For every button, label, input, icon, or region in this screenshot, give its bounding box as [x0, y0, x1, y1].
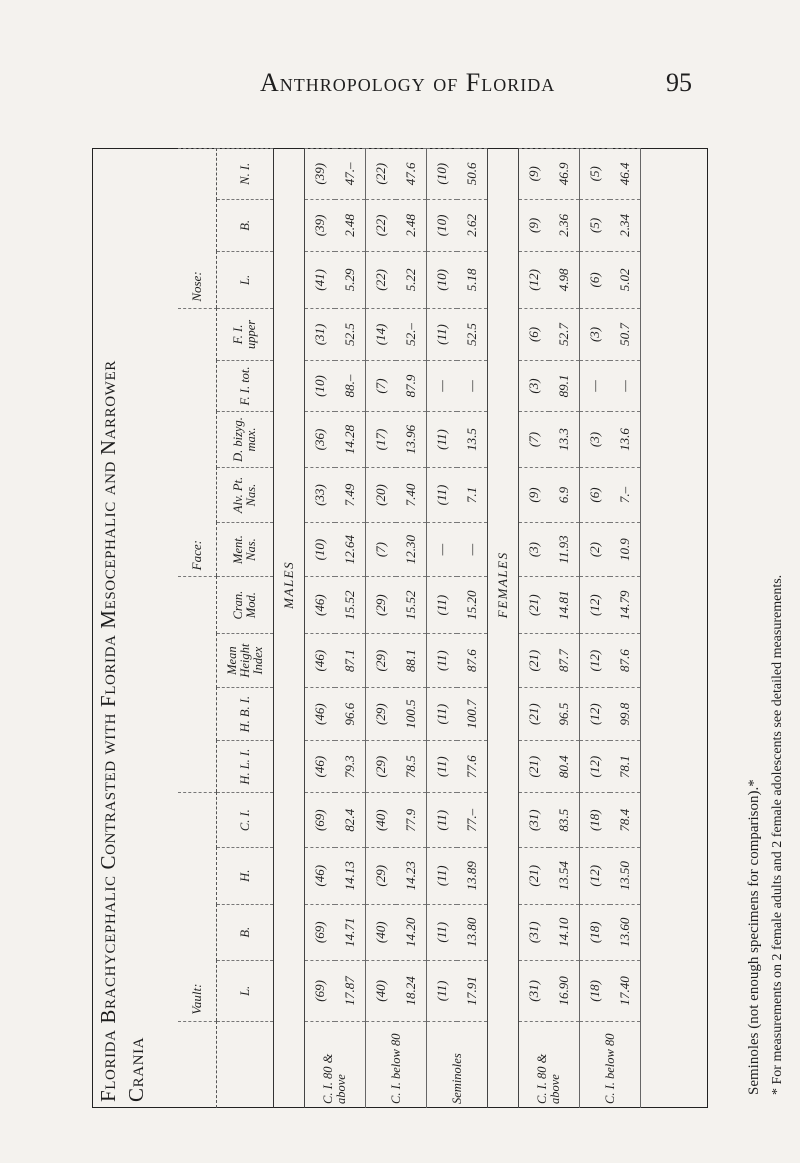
count-cell: (7) [366, 522, 397, 577]
value-cell: 13.96 [396, 411, 427, 468]
count-cell: (9) [519, 468, 550, 523]
value-cell: 52.– [396, 308, 427, 361]
count-cell: (3) [580, 308, 611, 361]
count-cell: (11) [427, 688, 458, 741]
table-row-counts [519, 149, 550, 1109]
value-cell: 14.81 [549, 577, 580, 634]
value-cell: 13.89 [457, 847, 488, 904]
count-cell: (46) [305, 740, 336, 793]
value-cell: 18.24 [396, 961, 427, 1022]
count-cell: (6) [580, 468, 611, 523]
count-cell: (29) [366, 688, 397, 741]
value-cell: 14.20 [396, 904, 427, 961]
count-cell: (11) [427, 961, 458, 1022]
column-header: F. I. upper [217, 308, 274, 361]
value-cell: 46.9 [549, 149, 580, 200]
value-cell: 15.52 [396, 577, 427, 634]
value-cell: 14.71 [335, 904, 366, 961]
count-cell: (9) [519, 149, 550, 200]
count-cell: (46) [305, 577, 336, 634]
value-cell: — [610, 361, 641, 411]
count-cell: (6) [519, 308, 550, 361]
count-cell: (7) [519, 411, 550, 468]
value-cell: 87.6 [610, 633, 641, 688]
value-cell: 82.4 [335, 793, 366, 848]
corner-cell [217, 1021, 274, 1108]
count-cell: (21) [519, 740, 550, 793]
column-header: H. B. I. [217, 688, 274, 741]
count-cell: (22) [366, 199, 397, 252]
count-cell: (22) [366, 252, 397, 309]
count-cell: (11) [427, 793, 458, 848]
column-header: D. bizyg. max. [217, 411, 274, 468]
value-cell: 6.9 [549, 468, 580, 523]
value-cell: 78.5 [396, 740, 427, 793]
count-cell: (31) [519, 904, 550, 961]
column-header: B. [217, 199, 274, 252]
value-cell: 2.48 [335, 199, 366, 252]
count-cell: (29) [366, 633, 397, 688]
column-header: L. [217, 252, 274, 309]
count-cell: (36) [305, 411, 336, 468]
value-cell: 5.29 [335, 252, 366, 309]
column-header: N. I. [217, 149, 274, 200]
count-cell: (12) [580, 688, 611, 741]
value-cell: 96.6 [335, 688, 366, 741]
value-cell: — [457, 361, 488, 411]
value-cell: 13.50 [610, 847, 641, 904]
count-cell: (46) [305, 688, 336, 741]
corner-cell [178, 1021, 217, 1108]
value-cell: 13.80 [457, 904, 488, 961]
table-row-values [610, 149, 641, 1109]
group-label: Vault: [178, 793, 217, 1021]
count-cell: (40) [366, 961, 397, 1022]
count-cell: (31) [519, 793, 550, 848]
count-cell: (29) [366, 847, 397, 904]
column-header: H. [217, 847, 274, 904]
count-cell: (18) [580, 961, 611, 1022]
value-cell: 5.22 [396, 252, 427, 309]
group-label: Face: [178, 308, 217, 577]
value-cell: 52.7 [549, 308, 580, 361]
count-cell: (18) [580, 904, 611, 961]
value-cell: 80.4 [549, 740, 580, 793]
count-cell: (11) [427, 577, 458, 634]
page-number: 95 [666, 68, 692, 97]
value-cell: 13.6 [610, 411, 641, 468]
column-header: Ment. Nas. [217, 522, 274, 577]
value-cell: 12.64 [335, 522, 366, 577]
value-cell: 99.8 [610, 688, 641, 741]
count-cell: (17) [366, 411, 397, 468]
count-cell: (2) [580, 522, 611, 577]
running-head: Anthropology of Florida [260, 68, 556, 97]
count-cell: (10) [427, 199, 458, 252]
count-cell: (21) [519, 633, 550, 688]
value-cell: 11.93 [549, 522, 580, 577]
count-cell: (11) [427, 904, 458, 961]
count-cell: (69) [305, 961, 336, 1022]
value-cell: 12.30 [396, 522, 427, 577]
count-cell: (10) [305, 522, 336, 577]
count-cell: (11) [427, 633, 458, 688]
count-cell: (29) [366, 577, 397, 634]
row-label: C. I. 80 & above [519, 1021, 580, 1108]
value-cell: 77.– [457, 793, 488, 848]
count-cell: (11) [427, 411, 458, 468]
table-row-counts [580, 149, 611, 1109]
count-cell: (5) [580, 149, 611, 200]
count-cell: (12) [519, 252, 550, 309]
value-cell: 14.28 [335, 411, 366, 468]
count-cell: (14) [366, 308, 397, 361]
count-cell: (46) [305, 633, 336, 688]
row-label: Seminoles [427, 1021, 488, 1108]
section-row [488, 149, 519, 1109]
value-cell: 17.40 [610, 961, 641, 1022]
section-spacer [488, 1021, 519, 1108]
value-cell: 50.7 [610, 308, 641, 361]
count-cell: (39) [305, 199, 336, 252]
value-cell: — [457, 522, 488, 577]
count-cell: (12) [580, 847, 611, 904]
count-cell: (3) [519, 361, 550, 411]
value-cell: 14.13 [335, 847, 366, 904]
count-cell: (46) [305, 847, 336, 904]
value-cell: 87.1 [335, 633, 366, 688]
table-row-values [335, 149, 366, 1109]
count-cell: (41) [305, 252, 336, 309]
value-cell: 15.20 [457, 577, 488, 634]
column-header-row [217, 149, 274, 1109]
count-cell: (22) [366, 149, 397, 200]
value-cell: 16.90 [549, 961, 580, 1022]
footnote-line-1: Seminoles (not enough specimens for comparison).* [746, 779, 762, 1095]
value-cell: 17.91 [457, 961, 488, 1022]
value-cell: 7.40 [396, 468, 427, 523]
value-cell: 79.3 [335, 740, 366, 793]
value-cell: 4.98 [549, 252, 580, 309]
count-cell: (12) [580, 577, 611, 634]
section-label: FEMALES [488, 149, 519, 1022]
column-header: L. [217, 961, 274, 1022]
footnote-line-2: * For measurements on 2 female adults and 2 female adolescents see detailed measurements. [770, 574, 785, 1095]
row-label: C. I. below 80 [366, 1021, 427, 1108]
count-cell: (31) [519, 961, 550, 1022]
value-cell: 5.18 [457, 252, 488, 309]
count-cell: (12) [580, 740, 611, 793]
column-header: B. [217, 904, 274, 961]
column-header: Mean Height Index [217, 633, 274, 688]
count-cell: (10) [427, 149, 458, 200]
table-row-values [396, 149, 427, 1109]
count-cell: (33) [305, 468, 336, 523]
measurement-table [178, 148, 708, 1108]
count-cell: (9) [519, 199, 550, 252]
count-cell: (10) [305, 361, 336, 411]
count-cell: — [427, 522, 458, 577]
value-cell: 13.3 [549, 411, 580, 468]
count-cell: (31) [305, 308, 336, 361]
value-cell: 78.4 [610, 793, 641, 848]
value-cell: 47.– [335, 149, 366, 200]
column-header: C. I. [217, 793, 274, 848]
value-cell: 87.6 [457, 633, 488, 688]
count-cell: (11) [427, 468, 458, 523]
row-label: C. I. 80 & above [305, 1021, 366, 1108]
data-table [178, 148, 641, 1108]
row-label: C. I. below 80 [580, 1021, 641, 1108]
group-header-row [178, 149, 217, 1109]
value-cell: 10.9 [610, 522, 641, 577]
table-row-counts [305, 149, 336, 1109]
table-container [92, 148, 708, 1108]
value-cell: 77.6 [457, 740, 488, 793]
count-cell: (10) [427, 252, 458, 309]
value-cell: 2.48 [396, 199, 427, 252]
table-row-counts [427, 149, 458, 1109]
value-cell: 17.87 [335, 961, 366, 1022]
table-row-values [457, 149, 488, 1109]
section-row [274, 149, 305, 1109]
value-cell: 52.5 [457, 308, 488, 361]
value-cell: 87.7 [549, 633, 580, 688]
count-cell: (21) [519, 688, 550, 741]
group-label: Nose: [178, 149, 217, 309]
value-cell: 5.02 [610, 252, 641, 309]
table-title-line-2: Crania [124, 1036, 148, 1102]
column-header: Alv. Pt. Nas. [217, 468, 274, 523]
column-header: H. L. I. [217, 740, 274, 793]
table-title-line-1: Florida Brachycephalic Contrasted with Florida Mesocephalic and Narrower [96, 360, 120, 1102]
page-header [70, 68, 800, 108]
column-header: Cran. Mod. [217, 577, 274, 634]
value-cell: 100.5 [396, 688, 427, 741]
count-cell: (6) [580, 252, 611, 309]
value-cell: 14.23 [396, 847, 427, 904]
count-cell: (11) [427, 308, 458, 361]
count-cell: (11) [427, 847, 458, 904]
count-cell: (5) [580, 199, 611, 252]
count-cell: (21) [519, 847, 550, 904]
value-cell: 88.– [335, 361, 366, 411]
value-cell: 88.1 [396, 633, 427, 688]
count-cell: (39) [305, 149, 336, 200]
value-cell: 46.4 [610, 149, 641, 200]
rotated-table [92, 148, 708, 1108]
footnote-asterisk [770, 175, 795, 1095]
count-cell: — [427, 361, 458, 411]
value-cell: 14.10 [549, 904, 580, 961]
count-cell: (11) [427, 740, 458, 793]
count-cell: (18) [580, 793, 611, 848]
table-title [92, 148, 152, 1108]
footnote-seminoles [746, 175, 771, 1095]
value-cell: 13.5 [457, 411, 488, 468]
count-cell: (40) [366, 793, 397, 848]
value-cell: 7.– [610, 468, 641, 523]
count-cell: (69) [305, 793, 336, 848]
table-row-values [549, 149, 580, 1109]
count-cell: (69) [305, 904, 336, 961]
count-cell: (7) [366, 361, 397, 411]
value-cell: 87.9 [396, 361, 427, 411]
value-cell: 14.79 [610, 577, 641, 634]
count-cell: (3) [580, 411, 611, 468]
value-cell: 50.6 [457, 149, 488, 200]
value-cell: 96.5 [549, 688, 580, 741]
value-cell: 100.7 [457, 688, 488, 741]
value-cell: 7.49 [335, 468, 366, 523]
section-label: MALES [274, 149, 305, 1022]
column-header: F. I. tot. [217, 361, 274, 411]
value-cell: 83.5 [549, 793, 580, 848]
value-cell: 78.1 [610, 740, 641, 793]
section-spacer [274, 1021, 305, 1108]
value-cell: 2.62 [457, 199, 488, 252]
count-cell: (12) [580, 633, 611, 688]
count-cell: (21) [519, 577, 550, 634]
value-cell: 77.9 [396, 793, 427, 848]
value-cell: 13.54 [549, 847, 580, 904]
count-cell: (3) [519, 522, 550, 577]
count-cell: (20) [366, 468, 397, 523]
value-cell: 2.34 [610, 199, 641, 252]
count-cell: (40) [366, 904, 397, 961]
value-cell: 47.6 [396, 149, 427, 200]
table-row-counts [366, 149, 397, 1109]
value-cell: 7.1 [457, 468, 488, 523]
value-cell: 2.36 [549, 199, 580, 252]
group-label [178, 577, 217, 793]
value-cell: 52.5 [335, 308, 366, 361]
value-cell: 13.60 [610, 904, 641, 961]
value-cell: 15.52 [335, 577, 366, 634]
count-cell: — [580, 361, 611, 411]
value-cell: 89.1 [549, 361, 580, 411]
count-cell: (29) [366, 740, 397, 793]
